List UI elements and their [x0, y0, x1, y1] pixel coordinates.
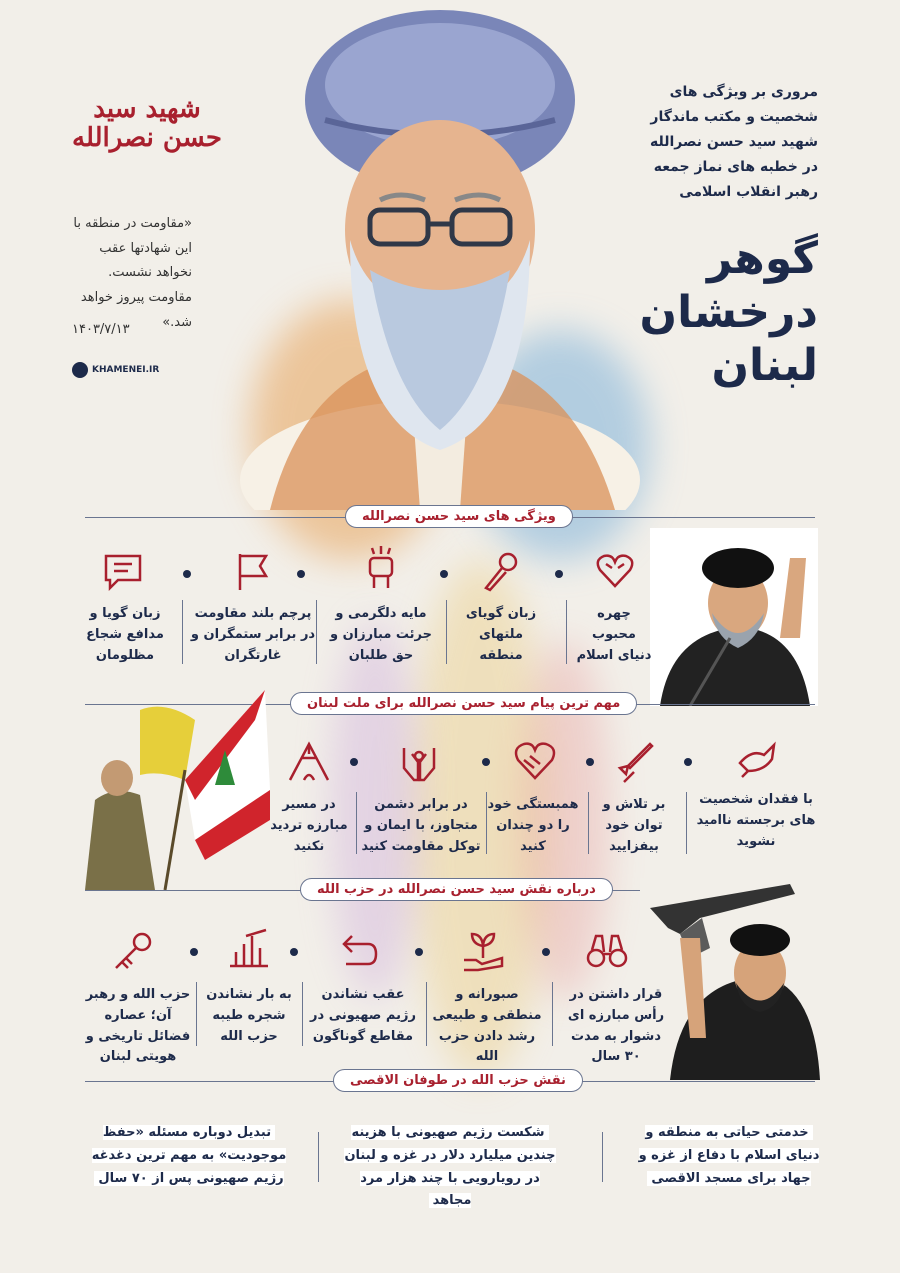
role-text: قرار داشتن در رأس مبارزه ای دشوار به مدت ۳۰ سال [567, 987, 665, 1065]
role-text: صبورانه و منطقی و طبیعی رشد دادن حزب الله [432, 987, 542, 1065]
separator-line [426, 982, 427, 1046]
intro-line: رهبر انقلاب اسلامی [679, 183, 818, 200]
section-label-role: درباره نقش سید حسن نصرالله در حزب الله [300, 878, 613, 901]
title-line: لبنان [711, 340, 818, 392]
aqsa-text: خدمتی حیاتی به منطقه و دنیای اسلام با دفاع از غزه و جهاد برای مسجد الاقصی [638, 1125, 820, 1186]
raised-fist-icon [358, 544, 404, 590]
aqsa-text: شکست رژیم صهیونی با هزینه چندین میلیارد دلار در غزه و لبنان در رویارویی با چند هزار مرد مجاهد [344, 1125, 556, 1209]
separator-line [446, 600, 447, 664]
separator-line [356, 792, 357, 854]
separator-line [602, 1132, 603, 1182]
separator-line [486, 792, 487, 854]
aqsa-item [636, 1122, 822, 1190]
separator-dot [290, 948, 298, 956]
separator-line [196, 982, 197, 1046]
role-text: به بار نشاندن شجره طیبه حزب الله [206, 987, 292, 1044]
separator-line [318, 1132, 319, 1182]
binoculars-icon [584, 928, 630, 974]
photo-rifle [640, 878, 820, 1080]
logo-text: KHAMENEI.IR [92, 365, 160, 375]
trait-text: زبان گویای ملتهای منطقه [465, 606, 537, 663]
section-label-traits: ویژگی های سید حسن نصرالله [345, 505, 573, 528]
separator-dot [183, 570, 191, 578]
intro-line: شخصیت و مکتب ماندگار [650, 108, 818, 125]
aqsa-text: تبدیل دوباره مسئله «حفظ موجودیت» به مهم ترین دغدغه رژیم صهیونی پس از ۷۰ سال [91, 1125, 287, 1186]
trait-text: مایه دلگرمی و جرئت مبارزان و حق طلبان [330, 606, 432, 663]
handshake-heart-icon [512, 738, 558, 784]
dove-icon [734, 735, 780, 781]
separator-dot [586, 758, 594, 766]
praying-hands-icon [396, 738, 442, 784]
section-label-message: مهم ترین پیام سید حسن نصرالله برای ملت لبنان [290, 692, 637, 715]
mountain-path-icon [286, 738, 332, 784]
logo-emblem-icon [72, 362, 88, 378]
role-text: عقب نشاندن رژیم صهیونی در مقاطع گوناگون [310, 987, 416, 1044]
separator-line [182, 600, 183, 664]
separator-dot [297, 570, 305, 578]
message-text: همبستگی خود را دو چندان کنید [487, 797, 579, 854]
separator-line [316, 600, 317, 664]
separator-line [588, 792, 589, 854]
aqsa-item [340, 1122, 560, 1213]
khamenei-logo [72, 362, 159, 378]
separator-dot [440, 570, 448, 578]
rocket-icon [612, 738, 658, 784]
intro-line: شهید سید حسن نصرالله [650, 133, 818, 150]
photo-waving [650, 528, 818, 706]
separator-dot [482, 758, 490, 766]
trait-text: زبان گویا و مدافع شجاع مظلومان [86, 606, 164, 663]
separator-line [302, 982, 303, 1046]
hearts-icon [592, 548, 638, 594]
separator-dot [684, 758, 692, 766]
title-line: گوهر [706, 233, 818, 284]
title-line: درخشان [639, 286, 818, 338]
photo-flag-bearer [85, 690, 275, 890]
message-text: در مسیر مبارزه تردید نکنید [270, 797, 348, 854]
hezbollah-emblem-icon [226, 926, 272, 972]
calligraphy-title: شهید سید حسن نصرالله [72, 94, 222, 153]
leader-quote: «مقاومت در منطقه با این شهادتها عقب نخواهد نشست. مقاومت پیروز خواهد شد.» [73, 216, 192, 330]
intro-text [598, 80, 818, 205]
main-title [558, 232, 818, 393]
message-text: با فقدان شخصیت های برجسته ناامید نشوید [696, 792, 816, 849]
intro-line: مروری بر ویژگی های [669, 84, 818, 100]
separator-line [686, 792, 687, 854]
aqsa-item [78, 1122, 300, 1190]
separator-dot [542, 948, 550, 956]
intro-line: در خطبه های نماز جمعه [653, 158, 818, 175]
quote-date: ۱۴۰۳/۷/۱۳ [72, 322, 130, 337]
message-text: در برابر دشمن متجاوز، با ایمان و توکل مقاومت کنید [361, 797, 481, 854]
section-label-aqsa: نقش حزب الله در طوفان الاقصی [333, 1069, 583, 1092]
return-arrow-icon [334, 928, 380, 974]
key-icon [110, 928, 156, 974]
speech-bubble-icon [100, 548, 146, 594]
separator-dot [350, 758, 358, 766]
separator-line [552, 982, 553, 1046]
role-text: حزب الله و رهبر آن؛ عصاره فضائل تاریخی و هویتی لبنان [85, 987, 191, 1065]
separator-line [566, 600, 567, 664]
trait-text: چهره محبوب دنیای اسلام [576, 606, 652, 663]
message-text: بر تلاش و توان خود بیفزایید [602, 797, 666, 854]
microphone-icon [478, 548, 524, 594]
separator-dot [190, 948, 198, 956]
trait-text: پرچم بلند مقاومت در برابر ستمگران و غارتگران [190, 606, 316, 663]
separator-dot [555, 570, 563, 578]
separator-dot [415, 948, 423, 956]
sprout-hand-icon [460, 928, 506, 974]
flag-icon [230, 548, 276, 594]
